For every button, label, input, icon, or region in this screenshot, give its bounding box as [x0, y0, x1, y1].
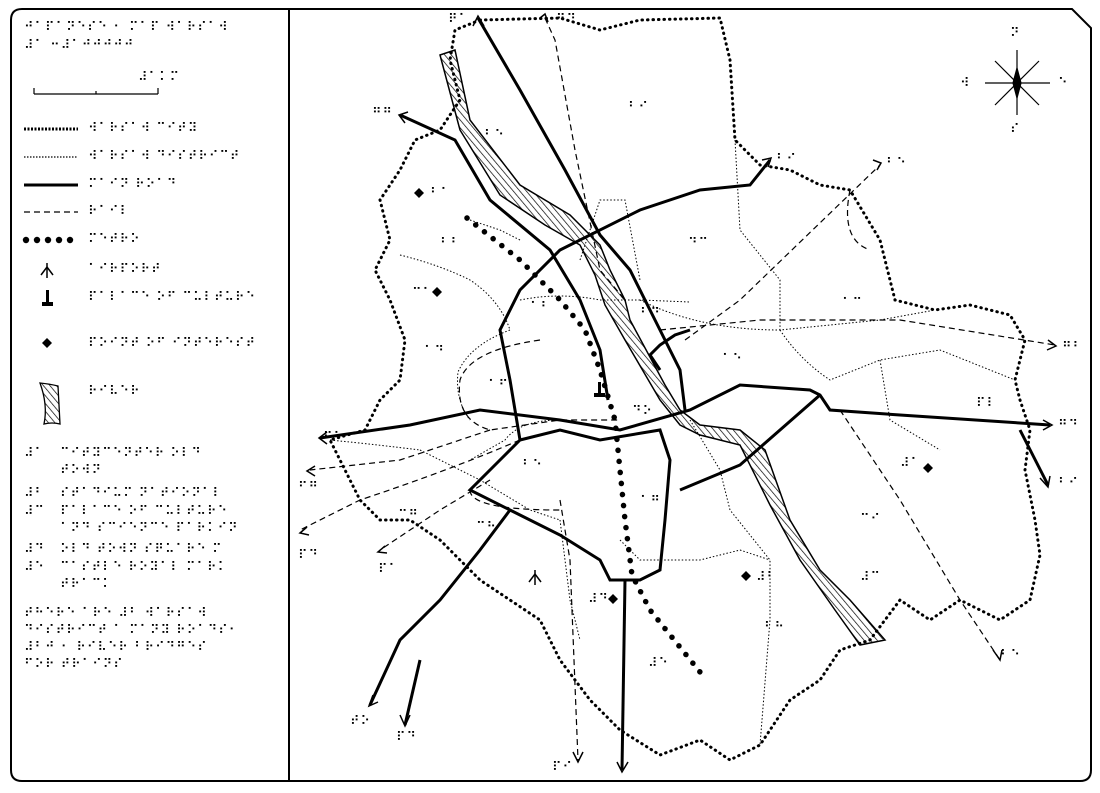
main-roads	[320, 18, 1050, 770]
scale-label: ⠼⠁⠅⠍	[138, 70, 181, 85]
district-label-17: ⠉⠛	[398, 508, 420, 523]
note-text-4a: ⠕⠇⠙ ⠞⠕⠺⠝ ⠎⠟⠥⠁⠗⠑ ⠍	[60, 542, 223, 557]
legend-label-main-road: ⠍⠁⠊⠝ ⠗⠕⠁⠙	[88, 177, 178, 192]
legend-monument-icon	[42, 290, 53, 306]
note-text-5a: ⠉⠁⠎⠞⠇⠑ ⠗⠕⠽⠁⠇ ⠍⠁⠗⠅	[60, 560, 229, 575]
legend-label-city-boundary: ⠺⠁⠗⠎⠁⠺ ⠉⠊⠞⠽	[88, 121, 199, 136]
map-label-edge-ne2: ⠃⠑	[886, 156, 908, 171]
note-text-1b: ⠞⠕⠺⠝	[60, 463, 103, 478]
map-label-edge-e2: ⠛⠙	[1058, 418, 1080, 433]
map-title-line-1: ⠚⠁⠏⠁⠝⠑⠎⠑ ⠂ ⠍⠁⠏ ⠺⠁⠗⠎⠁⠺	[24, 20, 229, 35]
map-label-edge-w: ⠋⠁	[323, 430, 345, 445]
district-label-2: ⠃⠑	[484, 128, 506, 143]
district-label-7: ⠁⠃	[530, 300, 552, 315]
note-text-3b: ⠁⠝⠙ ⠎⠉⠊⠑⠝⠉⠑ ⠏⠁⠗⠅⠊⠝	[60, 521, 239, 536]
district-label-6: ⠉⠁	[412, 286, 434, 301]
poi-label-2: ⠼⠃	[756, 570, 778, 585]
district-label-19: ⠉⠊	[860, 512, 882, 527]
legend-label-railway: ⠗⠁⠊⠇	[88, 204, 131, 219]
arrowheads	[300, 14, 1056, 772]
footer-line-1: ⠞⠓⠑⠗⠑ ⠁⠗⠑ ⠼⠃ ⠺⠁⠗⠎⠁⠺	[24, 606, 208, 621]
compass-south: ⠎	[1010, 122, 1021, 137]
legend-river-hatch-icon	[40, 383, 60, 424]
map-label-edge-s3: ⠏⠊	[552, 760, 574, 775]
poi-label-1: ⠼⠁	[900, 456, 922, 471]
note-key-1: ⠼⠁	[24, 446, 46, 461]
note-text-2a: ⠎⠞⠁⠙⠊⠥⠍ ⠝⠁⠞⠊⠕⠝⠁⠇	[60, 486, 223, 501]
district-label-12: ⠁⠋	[488, 378, 510, 393]
district-label-11: ⠁⠑	[722, 352, 744, 367]
district-label-10: ⠁⠙	[424, 344, 446, 359]
district-label-18: ⠉⠓	[476, 520, 498, 535]
legend-metro-symbol	[23, 237, 73, 243]
map-label-edge-s2: ⠏⠙	[396, 730, 418, 745]
map-label-edge-se2: ⠃⠑	[1000, 648, 1022, 663]
map-label-edge-se: ⠃⠊	[1058, 476, 1080, 491]
compass-rose	[985, 50, 1050, 115]
district-label-4: ⠃⠃	[440, 236, 462, 251]
map-label-edge-sw1: ⠏⠙	[298, 548, 320, 563]
legend-diamond-icon	[42, 338, 52, 348]
district-label-9: ⠁⠉	[842, 296, 864, 311]
diamond-icons	[414, 188, 933, 604]
map-label-edge-nw: ⠛⠛	[372, 106, 394, 121]
district-label-1: ⠃⠊	[628, 100, 650, 115]
note-text-5b: ⠞⠗⠁⠉⠅	[60, 577, 113, 592]
map-label-edge-e: ⠛⠃	[1062, 340, 1084, 355]
district-label-16: ⠁⠛	[640, 494, 662, 509]
footer-line-2: ⠙⠊⠎⠞⠗⠊⠉⠞ ⠁ ⠍⠁⠝⠽ ⠗⠕⠁⠙⠎⠂	[24, 623, 240, 638]
legend-airport-icon	[41, 263, 53, 278]
district-label-15: ⠃⠑	[522, 458, 544, 473]
footer-line-4: ⠋⠕⠗ ⠞⠗⠁⠊⠝⠎	[24, 657, 124, 672]
map-label-edge-s1: ⠞⠕	[350, 714, 372, 729]
airport-icon	[529, 570, 541, 585]
map-area	[300, 14, 1056, 772]
note-key-3: ⠼⠉	[24, 504, 46, 519]
compass-west: ⠺	[960, 76, 971, 91]
district-boundaries	[330, 140, 1015, 745]
railways	[300, 18, 1055, 760]
district-label-14: ⠏⠇	[976, 396, 998, 411]
poi-label-5: ⠼⠑	[648, 656, 670, 671]
legend-symbols	[23, 88, 158, 424]
map-label-edge-ne1: ⠃⠊	[776, 152, 798, 167]
legend-label-airport: ⠁⠊⠗⠏⠕⠗⠞	[88, 262, 162, 277]
note-key-4: ⠼⠙	[24, 542, 46, 557]
district-label-20: ⠃⠓	[764, 620, 786, 635]
map-label-edge-n-right: ⠛⠙	[556, 12, 578, 27]
footer-line-3: ⠼⠃⠚ ⠂ ⠗⠊⠧⠑⠗ ⠃⠗⠊⠙⠛⠑⠎	[24, 640, 208, 655]
note-key-2: ⠼⠃	[24, 486, 46, 501]
poi-label-3: ⠼⠉	[860, 570, 882, 585]
district-label-5: ⠙⠉	[688, 236, 710, 251]
map-title-line-2: ⠼⠁ ⠒⠼⠁⠚⠚⠚⠚⠚	[24, 38, 135, 53]
district-label-13: ⠙⠕	[632, 404, 654, 419]
city-boundary	[330, 18, 1040, 760]
note-text-1a: ⠉⠊⠞⠽⠉⠑⠝⠞⠑⠗ ⠕⠇⠙	[60, 446, 202, 461]
district-label-3: ⠃⠁	[430, 186, 452, 201]
compass-east: ⠑	[1058, 76, 1069, 91]
legend-label-point-of-interest: ⠏⠕⠊⠝⠞ ⠕⠋ ⠊⠝⠞⠑⠗⠑⠎⠞	[88, 336, 257, 351]
legend-label-metro: ⠍⠑⠞⠗⠕	[88, 232, 141, 247]
map-label-edge-w2: ⠋⠛	[298, 480, 320, 495]
poi-label-4: ⠼⠙	[588, 592, 610, 607]
note-key-5: ⠼⠑	[24, 560, 46, 575]
map-label-edge-n-left: ⠟⠁	[448, 12, 470, 27]
note-text-3a: ⠏⠁⠇⠁⠉⠑ ⠕⠋ ⠉⠥⠇⠞⠥⠗⠑	[60, 504, 229, 519]
compass-north: ⠝	[1010, 26, 1021, 41]
legend-label-district-boundary: ⠺⠁⠗⠎⠁⠺ ⠙⠊⠎⠞⠗⠊⠉⠞	[88, 149, 241, 164]
district-label-8: ⠃⠙	[640, 306, 662, 321]
map-label-edge-sw2: ⠏⠁	[378, 562, 400, 577]
legend-label-monument: ⠏⠁⠇⠁⠉⠑ ⠕⠋ ⠉⠥⠇⠞⠥⠗⠑	[88, 290, 257, 305]
legend-label-river: ⠗⠊⠧⠑⠗	[88, 384, 141, 399]
